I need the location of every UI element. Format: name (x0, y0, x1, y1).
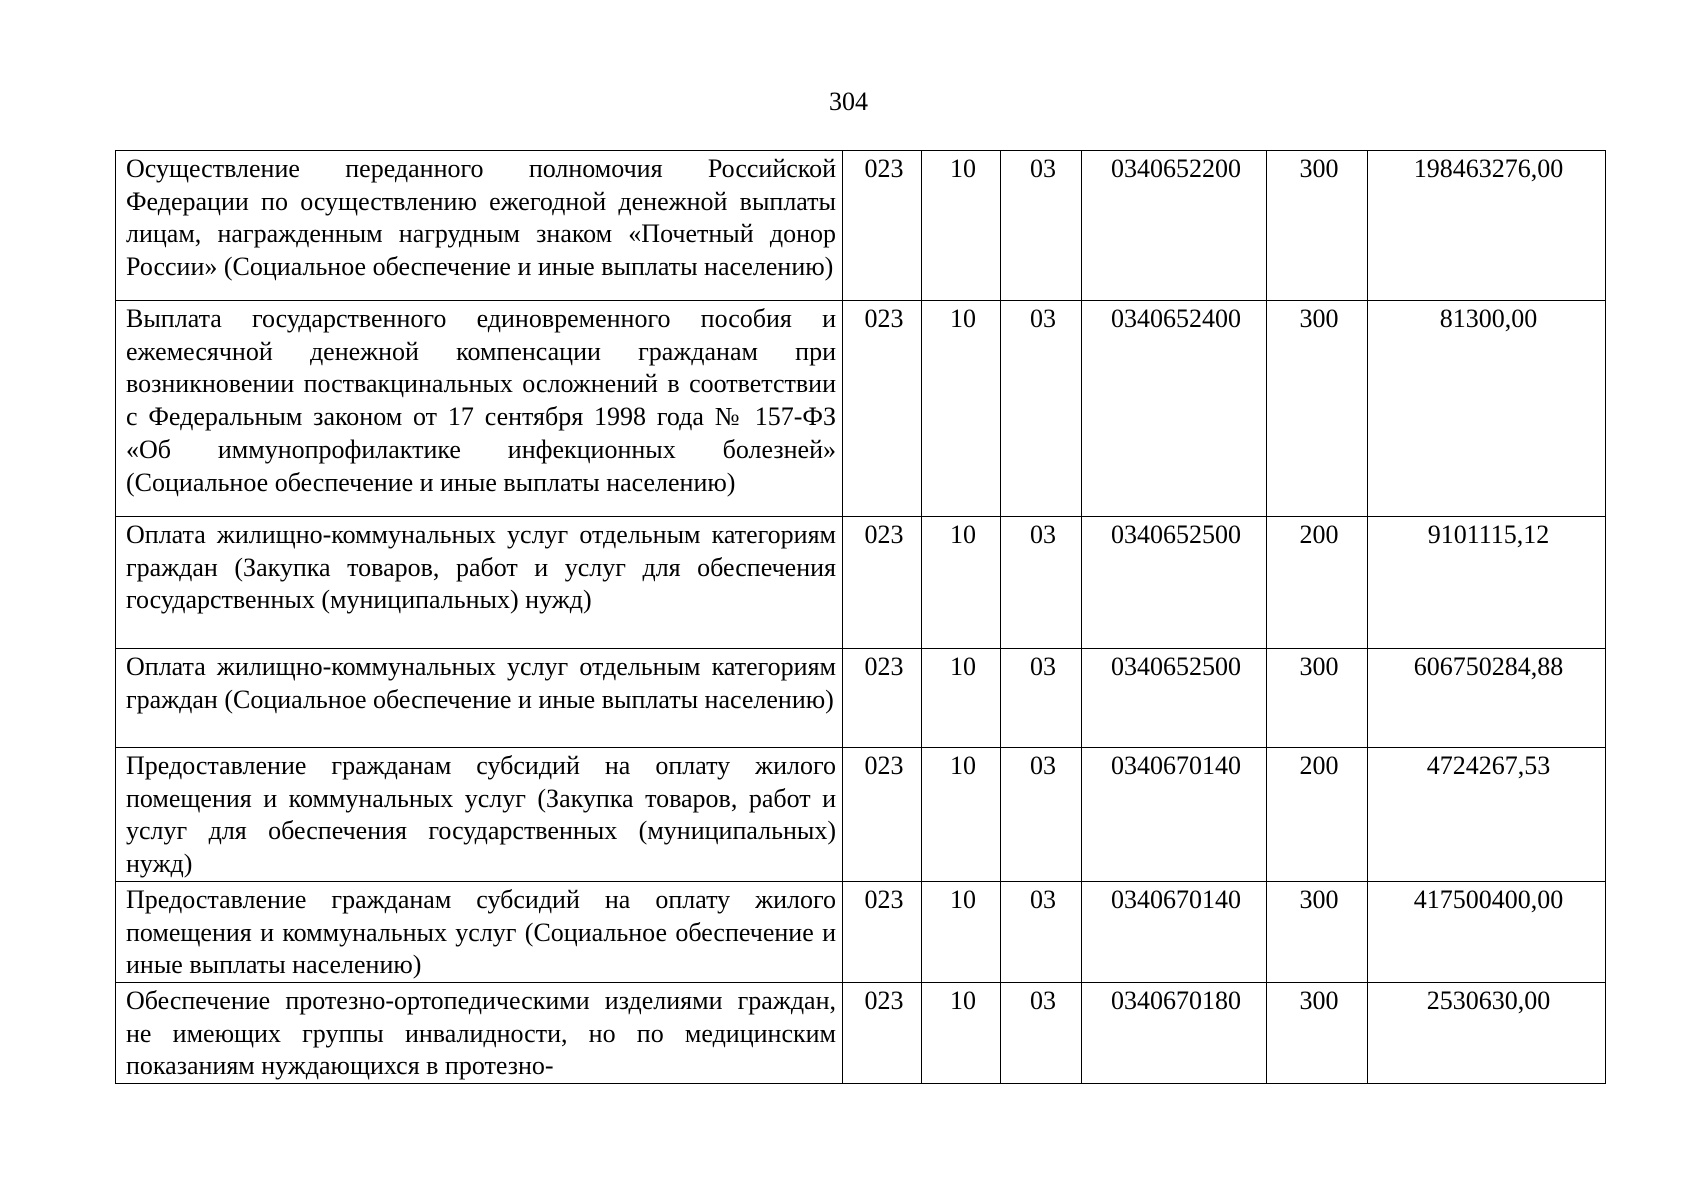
target-code: 0340652500 (1082, 649, 1267, 748)
target-code: 0340670180 (1082, 982, 1267, 1083)
amount: 2530630,00 (1368, 982, 1606, 1083)
expense-type-code: 200 (1267, 517, 1368, 649)
ministry-code: 023 (843, 649, 922, 748)
row-name: Предоставление гражданам субсидий на оплату жилого помещения и коммунальных услуг (Социальное обеспечение и иные выплаты населению) (116, 881, 843, 982)
table-row (116, 748, 1606, 882)
ministry-code: 023 (843, 151, 922, 301)
table-row (116, 982, 1606, 1083)
amount: 198463276,00 (1368, 151, 1606, 301)
table-row (116, 301, 1606, 517)
section-code: 10 (922, 151, 1001, 301)
table-row (116, 881, 1606, 982)
expense-type-code: 300 (1267, 649, 1368, 748)
table-row (116, 151, 1606, 301)
section-code: 10 (922, 649, 1001, 748)
amount: 4724267,53 (1368, 748, 1606, 882)
section-code: 10 (922, 301, 1001, 517)
target-code: 0340652400 (1082, 301, 1267, 517)
row-name: Оплата жилищно-коммунальных услуг отдельным категориям граждан (Социальное обеспечение и иные выплаты населению) (116, 649, 843, 748)
row-name: Предоставление гражданам субсидий на оплату жилого помещения и коммунальных услуг (Закупка товаров, работ и услуг для обеспечения государственных (муниципальных) нужд) (116, 748, 843, 882)
subsection-code: 03 (1001, 301, 1082, 517)
target-code: 0340652200 (1082, 151, 1267, 301)
page-number: 304 (829, 87, 868, 116)
section-code: 10 (922, 982, 1001, 1083)
target-code: 0340652500 (1082, 517, 1267, 649)
row-name: Оплата жилищно-коммунальных услуг отдельным категориям граждан (Закупка товаров, работ и услуг для обеспечения государственных (муниципальных) нужд) (116, 517, 843, 649)
subsection-code: 03 (1001, 151, 1082, 301)
amount: 9101115,12 (1368, 517, 1606, 649)
ministry-code: 023 (843, 881, 922, 982)
expense-type-code: 300 (1267, 151, 1368, 301)
budget-table (115, 150, 1606, 1084)
subsection-code: 03 (1001, 748, 1082, 882)
subsection-code: 03 (1001, 982, 1082, 1083)
section-code: 10 (922, 748, 1001, 882)
expense-type-code: 300 (1267, 982, 1368, 1083)
row-name: Обеспечение протезно-ортопедическими изделиями граждан, не имеющих группы инвалидности, но по медицинским показаниям нуждающихся в протезно- (116, 982, 843, 1083)
table-row (116, 649, 1606, 748)
amount: 606750284,88 (1368, 649, 1606, 748)
subsection-code: 03 (1001, 517, 1082, 649)
target-code: 0340670140 (1082, 748, 1267, 882)
ministry-code: 023 (843, 517, 922, 649)
ministry-code: 023 (843, 982, 922, 1083)
expense-type-code: 300 (1267, 881, 1368, 982)
ministry-code: 023 (843, 301, 922, 517)
ministry-code: 023 (843, 748, 922, 882)
amount: 81300,00 (1368, 301, 1606, 517)
table-row (116, 517, 1606, 649)
section-code: 10 (922, 517, 1001, 649)
section-code: 10 (922, 881, 1001, 982)
subsection-code: 03 (1001, 881, 1082, 982)
row-name: Осуществление переданного полномочия Российской Федерации по осуществлению ежегодной денежной выплаты лицам, награжденным нагрудным знаком «Почетный донор России» (Социальное обеспечение и иные выплаты населению) (116, 151, 843, 301)
expense-type-code: 300 (1267, 301, 1368, 517)
subsection-code: 03 (1001, 649, 1082, 748)
expense-type-code: 200 (1267, 748, 1368, 882)
target-code: 0340670140 (1082, 881, 1267, 982)
amount: 417500400,00 (1368, 881, 1606, 982)
row-name: Выплата государственного единовременного пособия и ежемесячной денежной компенсации гражданам при возникновении поствакцинальных осложнений в соответствии с Федеральным законом от 17 сентября 1998 года № 157-ФЗ «Об иммунопрофилактике инфекционных болезней» (Социальное обеспечение и иные выплаты населению) (116, 301, 843, 517)
